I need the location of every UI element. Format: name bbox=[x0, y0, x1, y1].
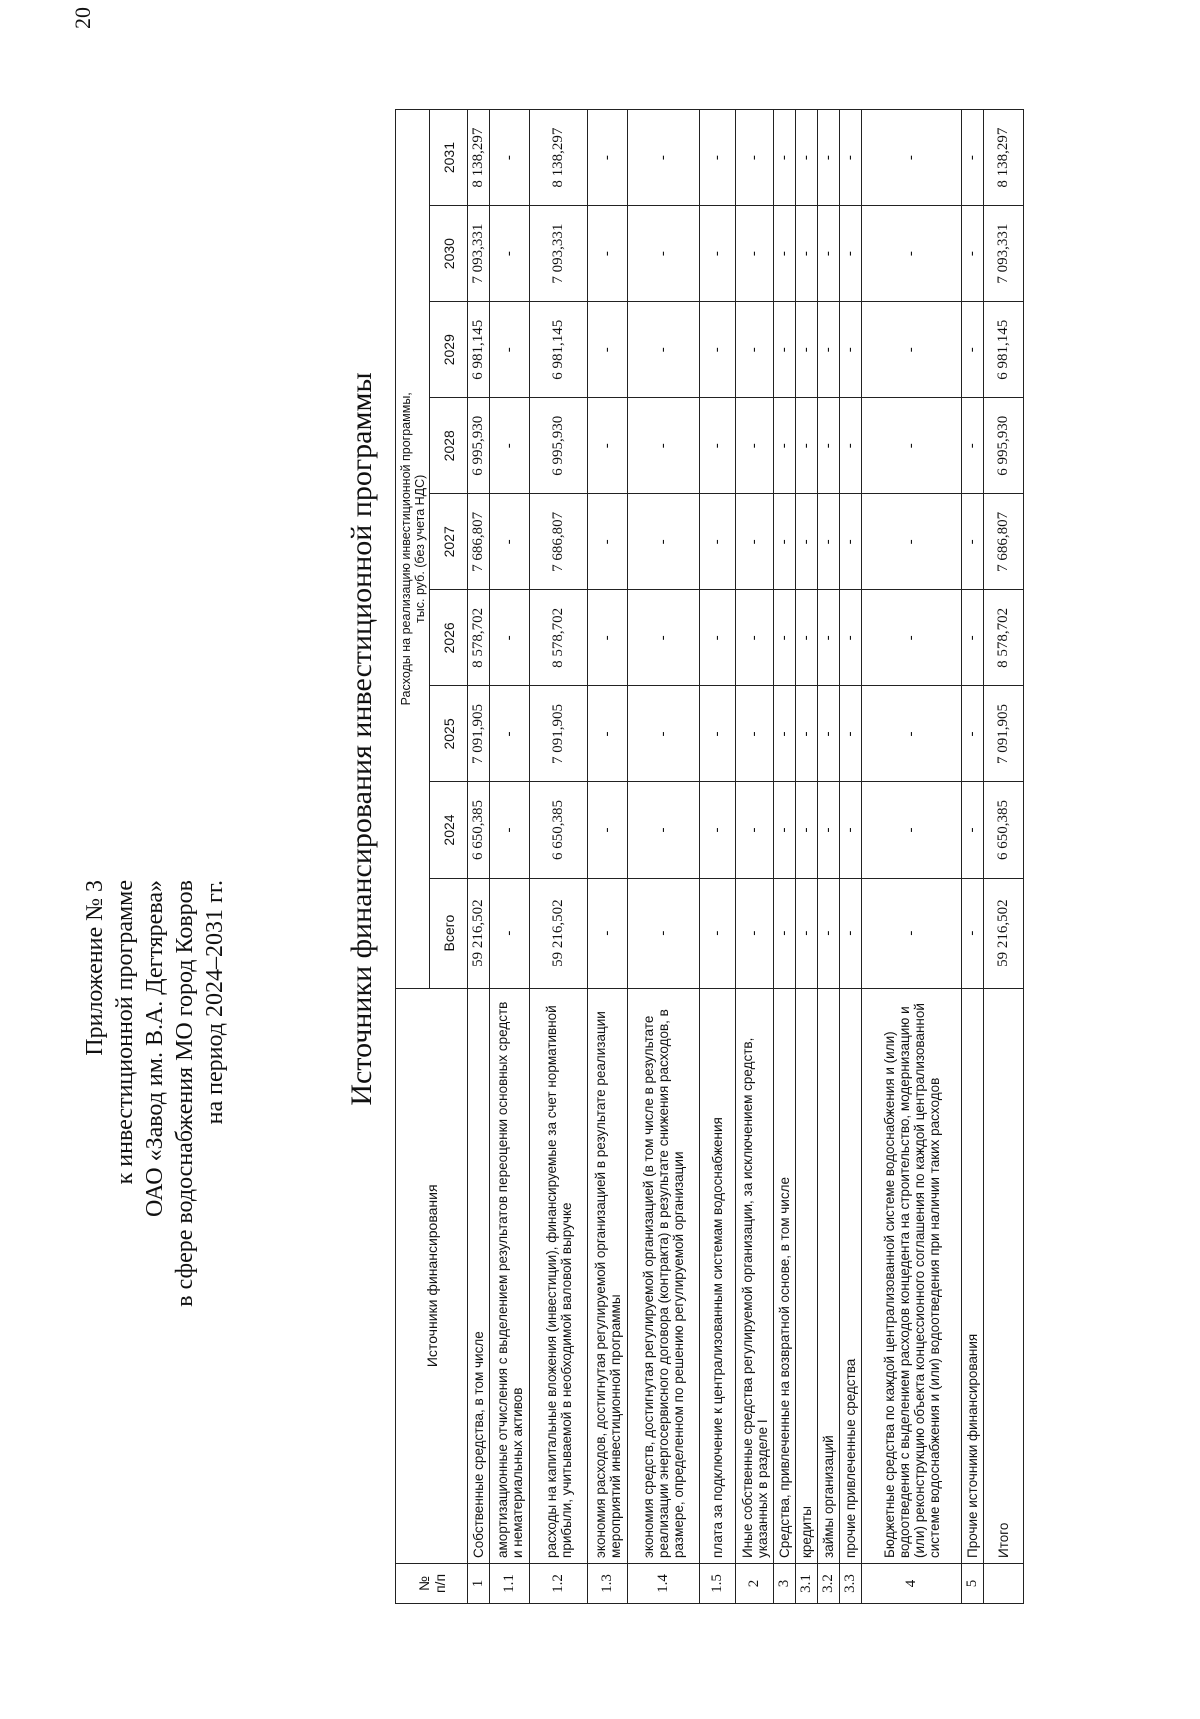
row-value-cell: - bbox=[736, 590, 774, 686]
row-value-cell: - bbox=[796, 782, 818, 878]
row-number: 1 bbox=[468, 1563, 490, 1603]
row-source-name: расходы на капитальные вложения (инвестиции), финансируемые за счет нормативной прибыли, учитываемой в необходимой валовой выручке bbox=[530, 988, 588, 1563]
row-value-cell: - bbox=[774, 110, 796, 206]
row-value-cell: - bbox=[774, 206, 796, 302]
row-value-cell: - bbox=[818, 782, 840, 878]
row-source-name: экономия расходов, достигнутая регулируемой организацией в результате реализации мероприятий инвестиционной программы bbox=[588, 988, 628, 1563]
row-value-cell: - bbox=[818, 302, 840, 398]
row-value-cell: - bbox=[490, 878, 530, 988]
column-header: 2030 bbox=[430, 206, 468, 302]
row-value-cell: 7 686,807 bbox=[468, 494, 490, 590]
row-value-cell: - bbox=[628, 782, 700, 878]
row-value-cell: - bbox=[818, 206, 840, 302]
table-row bbox=[736, 110, 774, 1604]
table-row bbox=[818, 110, 840, 1604]
row-value-cell: - bbox=[700, 878, 736, 988]
row-value-cell: 7 091,905 bbox=[530, 686, 588, 782]
row-source-name: Средства, привлеченные на возвратной основе, в том числе bbox=[774, 988, 796, 1563]
row-value-cell: - bbox=[736, 398, 774, 494]
row-source-name: Прочие источники финансирования bbox=[962, 988, 984, 1563]
header-group: Расходы на реализацию инвестиционной программы, тыс. руб. (без учета НДС) bbox=[396, 110, 430, 989]
row-number: 4 bbox=[862, 1563, 962, 1603]
column-header: 2028 bbox=[430, 398, 468, 494]
row-number: 1.1 bbox=[490, 1563, 530, 1603]
row-value-cell: - bbox=[588, 590, 628, 686]
row-value-cell: - bbox=[840, 686, 862, 782]
row-value-cell: - bbox=[962, 878, 984, 988]
row-value-cell: 6 650,385 bbox=[530, 782, 588, 878]
appendix-line: ОАО «Завод им. В.А. Дегтярева» bbox=[142, 880, 168, 1218]
row-value-cell: 59 216,502 bbox=[984, 878, 1024, 988]
row-value-cell: 8 578,702 bbox=[468, 590, 490, 686]
row-value-cell: - bbox=[818, 398, 840, 494]
table-row bbox=[468, 110, 490, 1604]
row-value-cell: - bbox=[736, 206, 774, 302]
row-value-cell: - bbox=[736, 494, 774, 590]
row-value-cell: - bbox=[796, 206, 818, 302]
row-value-cell: - bbox=[700, 494, 736, 590]
row-value-cell: - bbox=[700, 110, 736, 206]
row-value-cell: 8 578,702 bbox=[984, 590, 1024, 686]
row-value-cell: 6 650,385 bbox=[468, 782, 490, 878]
row-value-cell: - bbox=[862, 878, 962, 988]
row-value-cell: 59 216,502 bbox=[468, 878, 490, 988]
appendix-block bbox=[80, 880, 230, 1307]
row-number: 5 bbox=[962, 1563, 984, 1603]
row-value-cell: - bbox=[962, 398, 984, 494]
row-value-cell: - bbox=[840, 590, 862, 686]
row-value-cell: - bbox=[700, 398, 736, 494]
row-number: 1.2 bbox=[530, 1563, 588, 1603]
row-value-cell: - bbox=[628, 878, 700, 988]
row-value-cell: - bbox=[700, 782, 736, 878]
row-value-cell: - bbox=[862, 302, 962, 398]
appendix-line: на период 2024–2031 гг. bbox=[202, 880, 228, 1125]
row-value-cell: - bbox=[840, 398, 862, 494]
row-value-cell: - bbox=[962, 110, 984, 206]
page-number: 20 bbox=[70, 7, 95, 29]
table-row bbox=[984, 110, 1024, 1604]
row-source-name: экономия средств, достигнутая регулируемой организацией (в том числе в результате реализации энергосервисного договора (контракта) в результате снижения расходов, в размере, определенном по решению регулируемой организации bbox=[628, 988, 700, 1563]
row-value-cell: - bbox=[774, 494, 796, 590]
row-value-cell: - bbox=[588, 782, 628, 878]
row-value-cell: - bbox=[796, 686, 818, 782]
row-value-cell: - bbox=[862, 494, 962, 590]
row-value-cell: - bbox=[588, 398, 628, 494]
column-header: 2029 bbox=[430, 302, 468, 398]
row-value-cell: - bbox=[490, 206, 530, 302]
row-value-cell: - bbox=[818, 590, 840, 686]
row-source-name: плата за подключение к централизованным системам водоснабжения bbox=[700, 988, 736, 1563]
row-value-cell: 7 093,331 bbox=[984, 206, 1024, 302]
row-value-cell: 6 981,145 bbox=[530, 302, 588, 398]
row-value-cell: - bbox=[700, 686, 736, 782]
row-value-cell: - bbox=[862, 206, 962, 302]
row-value-cell: - bbox=[628, 686, 700, 782]
row-number bbox=[984, 1563, 1024, 1603]
appendix-line: в сфере водоснабжения МО город Ковров bbox=[172, 880, 198, 1307]
column-header: 2026 bbox=[430, 590, 468, 686]
row-value-cell: - bbox=[796, 494, 818, 590]
row-value-cell: - bbox=[588, 206, 628, 302]
row-value-cell: - bbox=[818, 494, 840, 590]
row-value-cell: - bbox=[774, 878, 796, 988]
row-value-cell: - bbox=[840, 878, 862, 988]
row-value-cell: - bbox=[818, 110, 840, 206]
row-number: 3.1 bbox=[796, 1563, 818, 1603]
document-title: Источники финансирования инвестиционной программы bbox=[345, 372, 378, 1106]
table-row bbox=[862, 110, 962, 1604]
row-value-cell: 6 995,930 bbox=[984, 398, 1024, 494]
row-value-cell: - bbox=[628, 110, 700, 206]
row-value-cell: - bbox=[588, 494, 628, 590]
row-number: 1.5 bbox=[700, 1563, 736, 1603]
row-value-cell: - bbox=[962, 782, 984, 878]
row-value-cell: 6 981,145 bbox=[468, 302, 490, 398]
row-value-cell: - bbox=[588, 878, 628, 988]
row-value-cell: - bbox=[796, 398, 818, 494]
row-value-cell: - bbox=[774, 686, 796, 782]
row-value-cell: 8 138,297 bbox=[468, 110, 490, 206]
row-value-cell: - bbox=[628, 206, 700, 302]
row-value-cell: - bbox=[796, 590, 818, 686]
row-value-cell: - bbox=[862, 782, 962, 878]
row-value-cell: - bbox=[736, 782, 774, 878]
row-value-cell: - bbox=[774, 398, 796, 494]
row-source-name: кредиты bbox=[796, 988, 818, 1563]
row-value-cell: - bbox=[862, 110, 962, 206]
row-value-cell: - bbox=[628, 302, 700, 398]
row-value-cell: - bbox=[490, 398, 530, 494]
column-header: 2031 bbox=[430, 110, 468, 206]
row-value-cell: 6 650,385 bbox=[984, 782, 1024, 878]
table-row bbox=[490, 110, 530, 1604]
row-value-cell: 59 216,502 bbox=[530, 878, 588, 988]
row-source-name: Итого bbox=[984, 988, 1024, 1563]
row-value-cell: - bbox=[736, 878, 774, 988]
column-header: 2024 bbox=[430, 782, 468, 878]
row-value-cell: 7 093,331 bbox=[468, 206, 490, 302]
row-value-cell: - bbox=[862, 590, 962, 686]
table-row bbox=[840, 110, 862, 1604]
row-value-cell: 7 686,807 bbox=[530, 494, 588, 590]
table-row bbox=[588, 110, 628, 1604]
row-value-cell: - bbox=[588, 686, 628, 782]
column-header: 2025 bbox=[430, 686, 468, 782]
row-source-name: прочие привлеченные средства bbox=[840, 988, 862, 1563]
row-value-cell: - bbox=[490, 782, 530, 878]
row-value-cell: - bbox=[962, 302, 984, 398]
row-value-cell: - bbox=[962, 206, 984, 302]
table-row bbox=[962, 110, 984, 1604]
table-row bbox=[628, 110, 700, 1604]
header-num: № п/п bbox=[396, 1563, 468, 1603]
row-value-cell: - bbox=[628, 590, 700, 686]
row-value-cell: - bbox=[840, 494, 862, 590]
row-value-cell: - bbox=[774, 590, 796, 686]
row-value-cell: - bbox=[840, 302, 862, 398]
row-value-cell: - bbox=[490, 590, 530, 686]
financing-table bbox=[395, 109, 1024, 1604]
row-value-cell: - bbox=[796, 878, 818, 988]
row-value-cell: - bbox=[840, 782, 862, 878]
row-value-cell: - bbox=[962, 494, 984, 590]
row-value-cell: - bbox=[840, 206, 862, 302]
column-header: 2027 bbox=[430, 494, 468, 590]
row-number: 1.4 bbox=[628, 1563, 700, 1603]
row-value-cell: - bbox=[862, 686, 962, 782]
row-value-cell: - bbox=[774, 302, 796, 398]
row-value-cell: 6 995,930 bbox=[530, 398, 588, 494]
row-value-cell: - bbox=[862, 398, 962, 494]
row-source-name: Собственные средства, в том числе bbox=[468, 988, 490, 1563]
row-value-cell: - bbox=[700, 590, 736, 686]
row-value-cell: 8 138,297 bbox=[984, 110, 1024, 206]
row-value-cell: 7 091,905 bbox=[984, 686, 1024, 782]
row-value-cell: - bbox=[736, 110, 774, 206]
row-value-cell: - bbox=[962, 590, 984, 686]
row-value-cell: - bbox=[774, 782, 796, 878]
row-value-cell: - bbox=[490, 302, 530, 398]
table-row bbox=[530, 110, 588, 1604]
row-value-cell: - bbox=[796, 302, 818, 398]
appendix-line: Приложение № 3 bbox=[82, 880, 108, 1056]
row-value-cell: - bbox=[490, 494, 530, 590]
row-value-cell: 6 981,145 bbox=[984, 302, 1024, 398]
row-value-cell: - bbox=[736, 302, 774, 398]
row-value-cell: 6 995,930 bbox=[468, 398, 490, 494]
row-source-name: Иные собственные средства регулируемой организации, за исключением средств, указанных в разделе I bbox=[736, 988, 774, 1563]
row-value-cell: 8 138,297 bbox=[530, 110, 588, 206]
row-value-cell: 7 091,905 bbox=[468, 686, 490, 782]
row-value-cell: - bbox=[962, 686, 984, 782]
row-value-cell: 7 093,331 bbox=[530, 206, 588, 302]
row-value-cell: - bbox=[490, 686, 530, 782]
row-value-cell: - bbox=[700, 206, 736, 302]
row-value-cell: - bbox=[628, 494, 700, 590]
column-header: Всего bbox=[430, 878, 468, 988]
row-value-cell: - bbox=[818, 686, 840, 782]
row-value-cell: - bbox=[818, 878, 840, 988]
row-number: 3.2 bbox=[818, 1563, 840, 1603]
row-number: 3.3 bbox=[840, 1563, 862, 1603]
row-value-cell: - bbox=[796, 110, 818, 206]
row-value-cell: 8 578,702 bbox=[530, 590, 588, 686]
row-value-cell: - bbox=[628, 398, 700, 494]
row-source-name: амортизационные отчисления с выделением результатов переоценки основных средств и нематериальных активов bbox=[490, 988, 530, 1563]
row-value-cell: - bbox=[700, 302, 736, 398]
row-value-cell: - bbox=[490, 110, 530, 206]
row-source-name: займы организаций bbox=[818, 988, 840, 1563]
table-row bbox=[700, 110, 736, 1604]
appendix-line: к инвестиционной программе bbox=[112, 880, 138, 1185]
row-value-cell: - bbox=[588, 110, 628, 206]
row-value-cell: 7 686,807 bbox=[984, 494, 1024, 590]
row-value-cell: - bbox=[588, 302, 628, 398]
table-row bbox=[774, 110, 796, 1604]
row-value-cell: - bbox=[840, 110, 862, 206]
row-number: 1.3 bbox=[588, 1563, 628, 1603]
row-source-name: Бюджетные средства по каждой централизованной системе водоснабжения и (или) водоотведения с выделением расходов концедента на строительство, модернизацию и (или) реконструкцию объекта концессионного соглашения по каждой централизованной системе водоснабжения и (или) водоотведения при наличии таких расходов bbox=[862, 988, 962, 1563]
row-number: 2 bbox=[736, 1563, 774, 1603]
header-source: Источники финансирования bbox=[396, 988, 468, 1563]
row-value-cell: - bbox=[736, 686, 774, 782]
table-row bbox=[796, 110, 818, 1604]
row-number: 3 bbox=[774, 1563, 796, 1603]
